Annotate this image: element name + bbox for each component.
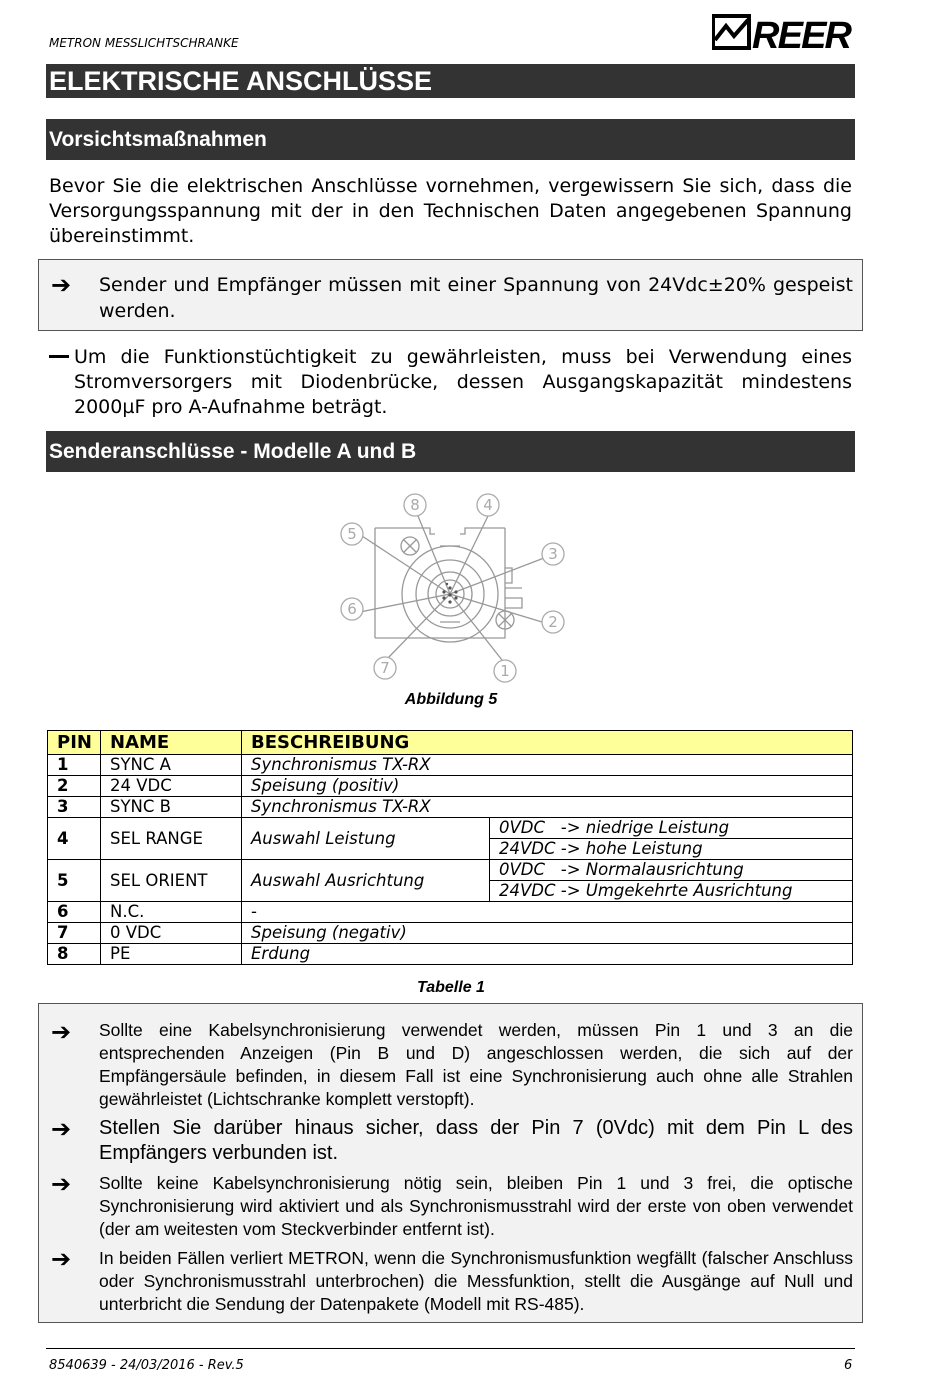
connector-diagram bbox=[330, 488, 580, 684]
pin-cell: 3 bbox=[48, 797, 101, 818]
precautions-heading: Vorsichtsmaßnahmen bbox=[46, 119, 855, 160]
section-title: ELEKTRISCHE ANSCHLÜSSE bbox=[46, 64, 855, 98]
description-cell: Speisung (negativ) bbox=[242, 923, 853, 944]
pin-label-7: 7 bbox=[380, 659, 390, 677]
table-row bbox=[48, 755, 853, 776]
pin-label-6: 6 bbox=[347, 600, 357, 618]
name-cell: PE bbox=[101, 944, 242, 965]
arrow-right-icon: ➔ bbox=[51, 1245, 72, 1273]
sender-heading: Senderanschlüsse - Modelle A und B bbox=[46, 431, 855, 472]
header-pin: PIN bbox=[48, 731, 101, 755]
pin-cell: 2 bbox=[48, 776, 101, 797]
name-cell: SYNC B bbox=[101, 797, 242, 818]
header-name: NAME bbox=[101, 731, 242, 755]
description-cell: Auswahl Leistung bbox=[242, 818, 490, 860]
arrow-right-icon: ➔ bbox=[51, 1115, 72, 1143]
name-cell: 0 VDC bbox=[101, 923, 242, 944]
description-cell: Auswahl Ausrichtung bbox=[242, 860, 490, 902]
page-number: 6 bbox=[844, 1358, 853, 1373]
description-cell: Speisung (positiv) bbox=[242, 776, 853, 797]
pin-cell: 1 bbox=[48, 755, 101, 776]
arrow-right-icon: ➔ bbox=[51, 1018, 72, 1046]
table-header-row bbox=[48, 731, 853, 755]
option-cell: 24VDC -> hohe Leistung bbox=[490, 839, 853, 860]
reer-logo bbox=[712, 12, 854, 54]
name-cell: N.C. bbox=[101, 902, 242, 923]
footer-divider bbox=[46, 1348, 855, 1349]
option-cell: 0VDC -> Normalausrichtung bbox=[490, 860, 853, 881]
table-row bbox=[48, 902, 853, 923]
pin-label-1: 1 bbox=[500, 662, 510, 680]
pin-cell: 8 bbox=[48, 944, 101, 965]
header-description: BESCHREIBUNG bbox=[242, 731, 853, 755]
document-title: METRON MESSLICHTSCHRANKE bbox=[49, 36, 239, 50]
capacitance-note: Um die Funktionstüchtigkeit zu gewährleisten, muss bei Verwendung eines Stromversorgers mit Diodenbrücke, dessen Ausgangskapazität mindestens 2000µF pro A-Aufnahme beträgt. bbox=[74, 346, 852, 418]
table-row bbox=[48, 818, 853, 839]
arrow-right-icon: ➔ bbox=[51, 1170, 72, 1198]
pin-cell: 4 bbox=[48, 818, 101, 860]
pin-table bbox=[47, 730, 853, 965]
option-cell: 0VDC -> niedrige Leistung bbox=[490, 818, 853, 839]
option-cell: 24VDC -> Umgekehrte Ausrichtung bbox=[490, 881, 853, 902]
sync-note-1: Sollte eine Kabelsynchronisierung verwendet werden, müssen Pin 1 und 3 an die entsprechenden Anzeigen (Pin B und D) angeschlossen werden, die sich auf der Empfängersäule befinden, in diesem Fall ist eine Synchronisierung auch ohne alle Strahlen gewährleistet (Lichtschranke komplett verstopft). bbox=[99, 1020, 853, 1109]
pin-label-3: 3 bbox=[548, 545, 558, 563]
pin-label-8: 8 bbox=[410, 496, 420, 514]
table-row bbox=[48, 797, 853, 818]
name-cell: SYNC A bbox=[101, 755, 242, 776]
voltage-note-box bbox=[38, 259, 863, 331]
logo-text: REER bbox=[752, 15, 852, 54]
pin-cell: 7 bbox=[48, 923, 101, 944]
description-cell: Erdung bbox=[242, 944, 853, 965]
arrow-right-icon: ➔ bbox=[51, 271, 72, 299]
sync-note-3: Sollte keine Kabelsynchronisierung nötig sein, bleiben Pin 1 und 3 frei, die optische Synchronisierung wird aktiviert und als Synchronismusstrahl wird der erste von oben verwendet (der am weitesten vom Steckverbinder entfernt ist). bbox=[99, 1173, 853, 1239]
pin-label-5: 5 bbox=[347, 525, 357, 543]
table-row bbox=[48, 923, 853, 944]
description-cell: Synchronismus TX-RX bbox=[242, 755, 853, 776]
pin-label-2: 2 bbox=[548, 613, 558, 631]
description-cell: - bbox=[242, 902, 853, 923]
sync-notes-box bbox=[38, 1003, 863, 1323]
sync-note-2: Stellen Sie darüber hinaus sicher, dass der Pin 7 (0Vdc) mit dem Pin L des Empfängers verbunden ist. bbox=[99, 1117, 853, 1164]
pin-cell: 5 bbox=[48, 860, 101, 902]
pin-label-4: 4 bbox=[483, 496, 493, 514]
voltage-note-text: Sender und Empfänger müssen mit einer Spannung von 24Vdc±20% gespeist werden. bbox=[99, 274, 853, 322]
name-cell: SEL RANGE bbox=[101, 818, 242, 860]
name-cell: SEL ORIENT bbox=[101, 860, 242, 902]
dash-bullet-icon bbox=[49, 355, 69, 358]
description-cell: Synchronismus TX-RX bbox=[242, 797, 853, 818]
table-row bbox=[48, 860, 853, 881]
footer-doc-ref: 8540639 - 24/03/2016 - Rev.5 bbox=[49, 1358, 244, 1373]
precautions-intro: Bevor Sie die elektrischen Anschlüsse vornehmen, vergewissern Sie sich, dass die Versorgungsspannung mit der in den Technischen Daten angegebenen Spannung übereinstimmt. bbox=[49, 175, 852, 247]
table-row bbox=[48, 944, 853, 965]
table-row bbox=[48, 776, 853, 797]
pin-cell: 6 bbox=[48, 902, 101, 923]
name-cell: 24 VDC bbox=[101, 776, 242, 797]
sync-note-4: In beiden Fällen verliert METRON, wenn die Synchronismusfunktion wegfällt (falscher Anschluss oder Synchronismusstrahl unterbrochen) die Messfunktion, stellt die Ausgänge auf Null und unterbricht die Sendung der Datenpakete (Modell mit RS-485). bbox=[99, 1248, 853, 1314]
table-caption: Tabelle 1 bbox=[417, 979, 485, 996]
figure-caption: Abbildung 5 bbox=[404, 691, 498, 708]
